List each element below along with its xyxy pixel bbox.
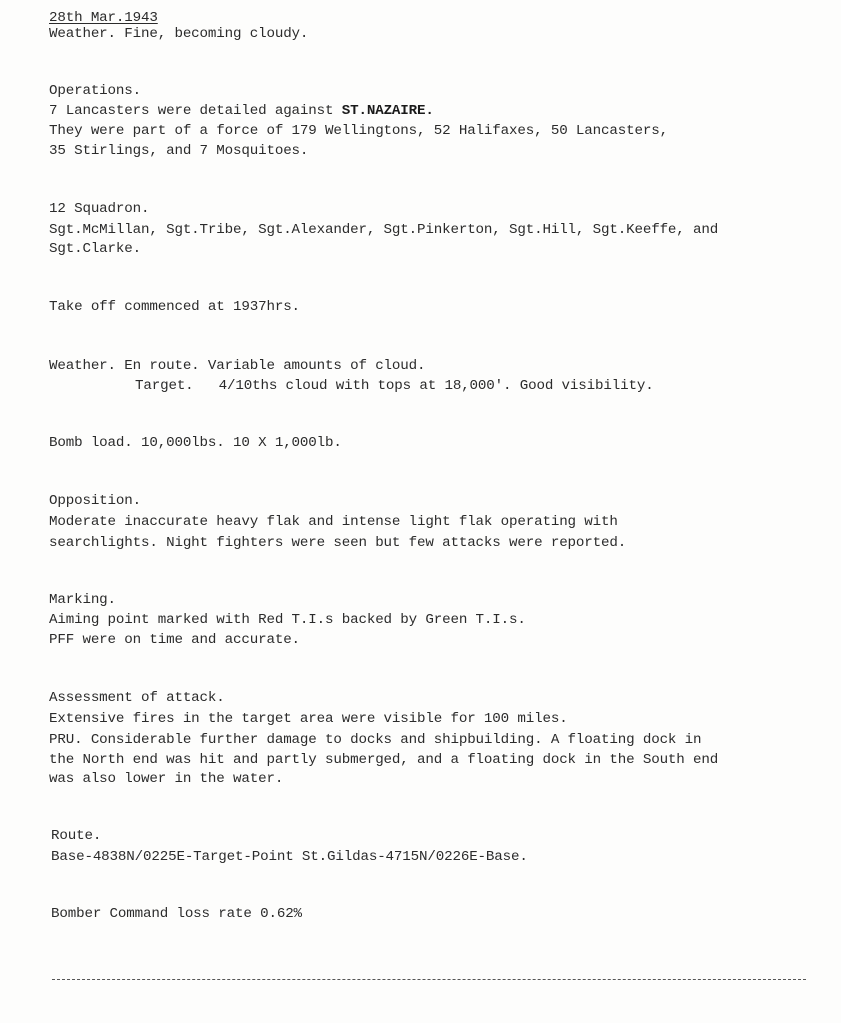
operations-line-2: They were part of a force of 179 Wellingtons, 52 Halifaxes, 50 Lancasters,: [49, 123, 668, 139]
operations-line-1: [49, 101, 434, 121]
assessment-line-4: was also lower in the water.: [49, 771, 284, 787]
bomb-load: Bomb load. 10,000lbs. 10 X 1,000lb.: [49, 435, 342, 451]
assessment-line-2: PRU. Considerable further damage to docks and shipbuilding. A floating dock in: [49, 732, 702, 748]
operations-line-3: 35 Stirlings, and 7 Mosquitoes.: [49, 143, 309, 159]
marking-line-2: PFF were on time and accurate.: [49, 632, 300, 648]
squadron-crew-line-2: Sgt.Clarke.: [49, 241, 142, 257]
assessment-line-3: the North end was hit and partly submerged, and a floating dock in the South end: [49, 752, 719, 768]
route-heading: Route.: [51, 828, 102, 844]
assessment-heading: Assessment of attack.: [49, 690, 225, 706]
squadron-crew-line-1: Sgt.McMillan, Sgt.Tribe, Sgt.Alexander, Sgt.Pinkerton, Sgt.Hill, Sgt.Keeffe, and: [49, 222, 719, 238]
assessment-line-1: Extensive fires in the target area were visible for 100 miles.: [49, 711, 568, 727]
opposition-line-1: Moderate inaccurate heavy flak and intense light flak operating with: [49, 514, 618, 530]
route-line: Base-4838N/0225E-Target-Point St.Gildas-4715N/0226E-Base.: [51, 849, 528, 865]
entry-date: 28th Mar.1943: [49, 10, 158, 26]
squadron-heading: 12 Squadron.: [49, 201, 150, 217]
bottom-divider-rule: [52, 979, 806, 980]
operations-target: ST.NAZAIRE.: [341, 103, 434, 119]
opposition-heading: Opposition.: [49, 493, 142, 509]
takeoff-time: Take off commenced at 1937hrs.: [49, 299, 300, 315]
weather-target: Target. 4/10ths cloud with tops at 18,000'. Good visibility.: [135, 378, 654, 394]
marking-heading: Marking.: [49, 592, 116, 608]
loss-rate: Bomber Command loss rate 0.62%: [51, 906, 302, 922]
marking-line-1: Aiming point marked with Red T.I.s backed by Green T.I.s.: [49, 612, 526, 628]
weather-summary: Weather. Fine, becoming cloudy.: [49, 26, 309, 42]
operations-heading: Operations.: [49, 83, 142, 99]
weather-en-route: Weather. En route. Variable amounts of cloud.: [49, 358, 426, 374]
opposition-line-2: searchlights. Night fighters were seen but few attacks were reported.: [49, 535, 627, 551]
operations-line-1-text: 7 Lancasters were detailed against: [49, 103, 342, 119]
